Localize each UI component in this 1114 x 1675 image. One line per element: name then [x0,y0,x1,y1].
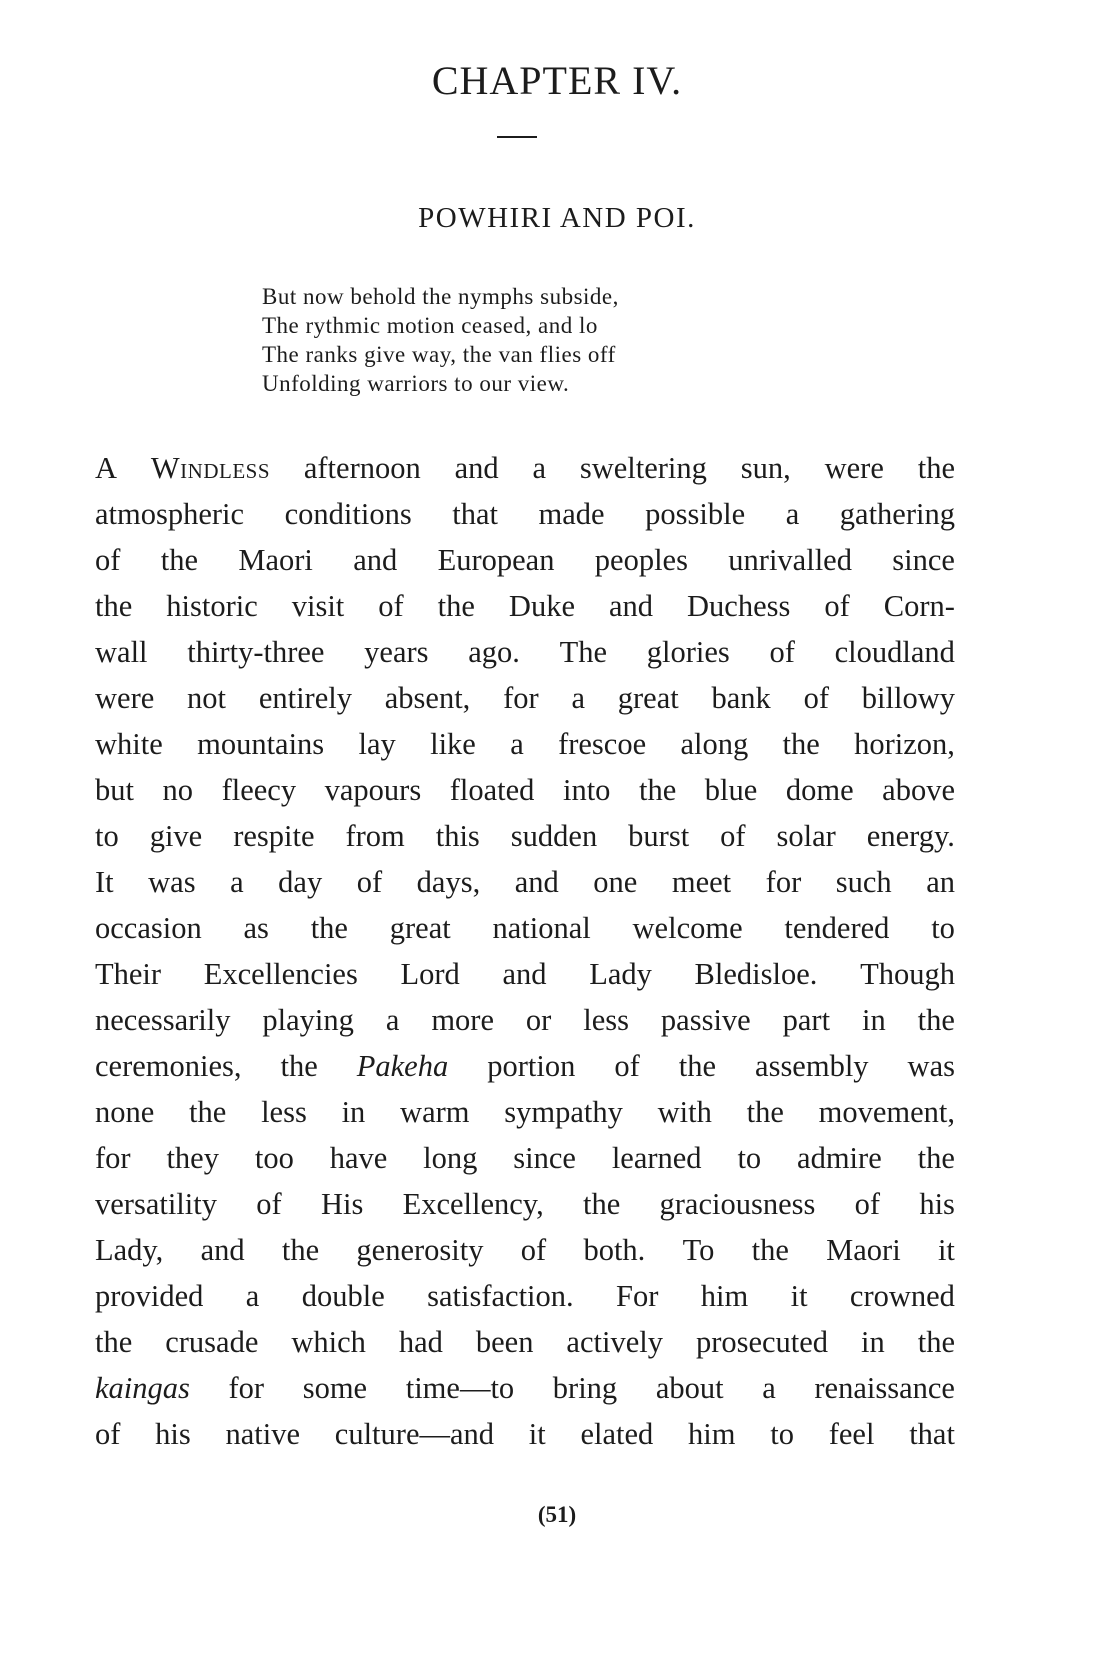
word: in [861,1003,886,1037]
word: A [95,451,118,485]
word: ago. [468,635,520,669]
word: a [230,865,244,899]
word: for [765,865,802,899]
word: For [616,1279,659,1313]
word: Duke [508,589,575,623]
word: thirty-three [187,635,325,669]
word: the [917,1003,955,1037]
word: the [160,543,199,577]
word: a [532,451,547,485]
word: sympathy [504,1095,623,1129]
word: in [861,1325,885,1359]
word: less [261,1095,307,1129]
body-line [95,1365,955,1411]
word: not [187,681,227,715]
word: they [166,1141,219,1175]
word: none [95,1095,155,1129]
word: had [398,1325,443,1359]
word: passive [660,1003,751,1037]
body-line [95,1319,955,1365]
word: national [492,911,591,945]
word: occasion [95,911,202,945]
word: with [657,1095,712,1129]
word: of [769,635,795,669]
word: Lord [400,957,460,991]
word: native [225,1417,301,1451]
word: energy. [866,819,955,853]
word: of [614,1049,640,1083]
word: the [751,1233,789,1267]
word: a [385,1003,400,1037]
word: Windless [150,451,271,485]
word: absent, [384,681,471,715]
word: cloudland [834,635,955,669]
word: time—to [405,1371,515,1405]
word: give [149,819,203,853]
word: it [937,1233,955,1267]
word: kaingas [95,1371,190,1405]
heading-rule [497,136,537,138]
word: have [329,1141,388,1175]
word: the [638,773,677,807]
word: was [907,1049,955,1083]
word: provided [95,1279,204,1313]
word: both. [583,1233,646,1267]
word: entirely [258,681,352,715]
word: the [280,1049,318,1083]
body-line [95,1181,955,1227]
word: the [189,1095,227,1129]
word: and [353,543,398,577]
word: been [475,1325,534,1359]
word: learned [611,1141,702,1175]
word: of [256,1187,282,1221]
word: about [655,1371,724,1405]
word: the [582,1187,621,1221]
word: a [245,1279,260,1313]
word: into [562,773,611,807]
word: Maori [826,1233,901,1267]
word: portion [487,1049,576,1083]
word: of [95,1417,121,1451]
word: the [917,451,955,485]
word: of [356,865,383,899]
body-line [95,583,955,629]
word: days, [416,865,481,899]
word: since [513,1141,576,1175]
word: less [583,1003,629,1037]
word: assembly [755,1049,869,1083]
word: for [228,1371,265,1405]
word: his [919,1187,955,1221]
word: the [95,589,133,623]
word: and [608,589,654,623]
word: such [835,865,892,899]
word: to [770,1417,794,1451]
word: and [200,1233,245,1267]
word: and [454,451,499,485]
word: movement, [818,1095,955,1129]
word: the [310,911,348,945]
word: from [345,819,405,853]
word: the [917,1325,955,1359]
word: Their [95,957,162,991]
word: more [431,1003,494,1037]
word: bring [552,1371,618,1405]
word: His [320,1187,364,1221]
word: the [95,1325,133,1359]
word: To [682,1233,715,1267]
word: wall [95,635,148,669]
word: day [278,865,323,899]
body-line [95,721,955,767]
body-line [95,767,955,813]
word: solar [776,819,836,853]
word: warm [400,1095,470,1129]
word: Corn- [883,589,955,623]
word: the [678,1049,717,1083]
word: in [341,1095,366,1129]
word: long [423,1141,478,1175]
word: frescoe [558,727,647,761]
word: possible [645,497,746,531]
word: burst [628,819,690,853]
word: Lady [589,957,652,991]
word: respite [233,819,315,853]
body-line [95,1273,955,1319]
word: welcome [632,911,743,945]
word: floated [449,773,535,807]
body-line [95,491,955,537]
word: this [435,819,480,853]
word: and [502,957,547,991]
body-line [95,537,955,583]
word: Lady, [95,1233,164,1267]
word: necessarily [95,1003,231,1037]
word: afternoon [303,451,421,485]
word: fleecy [221,773,297,807]
word: satisfaction. [427,1279,574,1313]
word: Duchess [687,589,791,623]
word: the [437,589,475,623]
word: Bledisloe. [694,957,818,991]
word: of [803,681,830,715]
word: glories [646,635,730,669]
word: like [430,727,476,761]
word: meet [671,865,732,899]
word: some [302,1371,368,1405]
word: sudden [510,819,598,853]
word: mountains [197,727,325,761]
word: the [917,1141,955,1175]
word: of [378,589,404,623]
word: versatility [95,1187,217,1221]
word: It [95,865,114,899]
body-line [95,445,955,491]
word: feel [828,1417,875,1451]
word: it [790,1279,808,1313]
word: visit [291,589,345,623]
epigraph-line: But now behold the nymphs subside, [262,284,619,309]
word: his [155,1417,191,1451]
word: elated [580,1417,654,1451]
body-line [95,1135,955,1181]
word: gathering [839,497,955,531]
word: Excellency, [402,1187,544,1221]
word: years [364,635,429,669]
word: great [389,911,451,945]
word: an [926,865,955,899]
word: billowy [861,681,955,715]
word: atmospheric [95,497,245,531]
word: white [95,727,163,761]
word: renaissance [814,1371,955,1405]
chapter-heading: CHAPTER IV. [431,58,683,103]
word: or [525,1003,552,1037]
chapter-title: POWHIRI AND POI. [418,202,696,234]
word: Though [860,957,955,991]
word: double [301,1279,385,1313]
word: of [854,1187,881,1221]
body-line [95,905,955,951]
word: him [700,1279,749,1313]
word: The [559,635,608,669]
word: and [514,865,559,899]
word: crowned [849,1279,955,1313]
word: of [720,819,746,853]
word: the [782,727,820,761]
word: for [503,681,539,715]
page-number: (51) [537,1502,577,1527]
epigraph-line: Unfolding warriors to our view. [262,371,570,396]
word: dome [785,773,854,807]
word: sun, [740,451,791,485]
word: bank [711,681,771,715]
word: tendered [784,911,890,945]
epigraph-verse [262,282,822,398]
word: made [538,497,605,531]
word: the [746,1095,784,1129]
word: too [254,1141,294,1175]
body-line [95,629,955,675]
word: vapours [324,773,422,807]
epigraph-line: The ranks give way, the van flies off [262,342,616,367]
word: along [680,727,749,761]
word: a [571,681,585,715]
word: Pakeha [356,1049,449,1083]
word: were [824,451,884,485]
body-line [95,859,955,905]
word: historic [166,589,258,623]
word: was [148,865,196,899]
body-line [95,675,955,721]
body-line [95,1089,955,1135]
word: were [95,681,155,715]
word: a [762,1371,776,1405]
word: unrivalled [728,543,852,577]
word: him [688,1417,736,1451]
word: crusade [165,1325,259,1359]
word: one [593,865,638,899]
body-line [95,951,955,997]
word: which [291,1325,366,1359]
word: lay [358,727,396,761]
body-line [95,997,955,1043]
word: of [824,589,850,623]
word: European [437,543,555,577]
word: part [782,1003,831,1037]
word: the [281,1233,320,1267]
word: ceremonies, [95,1049,242,1083]
word: horizon, [854,727,955,761]
word: a [510,727,524,761]
word: prosecuted [695,1325,829,1359]
word: playing [262,1003,354,1037]
word: that [909,1417,955,1451]
body-line [95,1043,955,1089]
word: for [95,1141,131,1175]
word: Maori [238,543,313,577]
word: a [785,497,800,531]
word: above [882,773,955,807]
word: culture—and [334,1417,495,1451]
word: to [737,1141,762,1175]
word: blue [704,773,758,807]
word: admire [797,1141,882,1175]
word: to [931,911,955,945]
word: great [617,681,679,715]
word: graciousness [659,1187,816,1221]
word: that [452,497,498,531]
word: but [95,773,134,807]
body-line [95,1227,955,1273]
word: sweltering [579,451,707,485]
word: it [528,1417,546,1451]
word: of [520,1233,547,1267]
epigraph-line: The rythmic motion ceased, and lo [262,313,598,338]
word: actively [566,1325,663,1359]
word: of [95,543,121,577]
word: peoples [594,543,688,577]
body-line [95,1411,955,1457]
word: Excellencies [203,957,358,991]
word: no [162,773,194,807]
word: as [243,911,269,945]
word: to [95,819,119,853]
body-paragraph [95,445,955,1457]
word: since [892,543,955,577]
body-line [95,813,955,859]
word: conditions [284,497,412,531]
word: generosity [356,1233,484,1267]
